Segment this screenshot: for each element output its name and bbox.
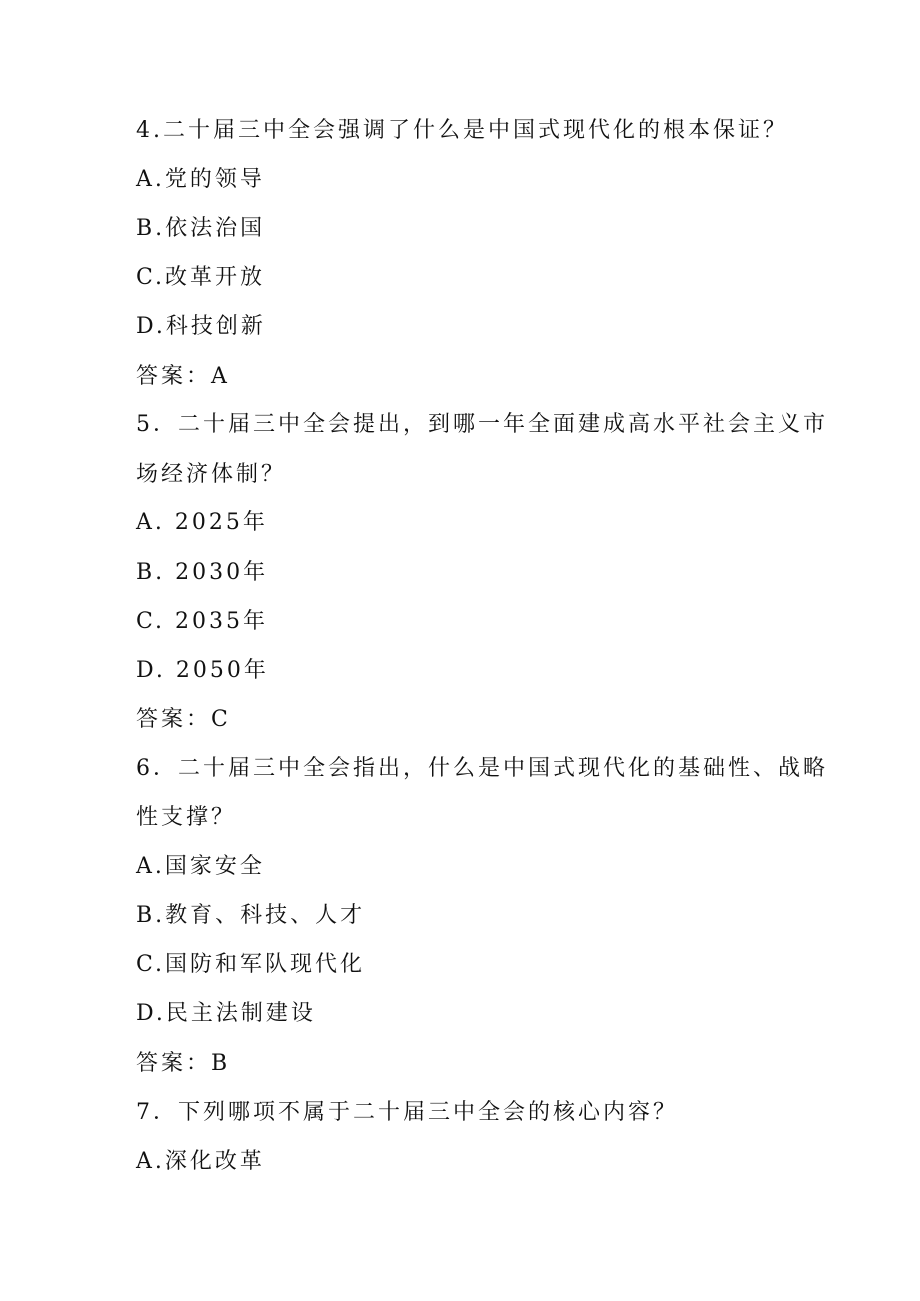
question-5-stem-line-2: 场经济体制？ bbox=[136, 462, 287, 487]
question-6-option-b: B.教育、科技、人才 bbox=[136, 903, 366, 928]
question-6-option-a: A.国家安全 bbox=[136, 854, 265, 879]
question-6-option-c: C.国防和军队现代化 bbox=[136, 952, 366, 977]
question-7-option-a: A.深化改革 bbox=[136, 1149, 265, 1174]
question-4-option-a: A.党的领导 bbox=[136, 167, 265, 192]
question-6-stem-line-1: 6．二十届三中全会指出，什么是中国式现代化的基础性、战略 bbox=[136, 756, 828, 781]
question-6-stem-line-2: 性支撑？ bbox=[136, 805, 237, 830]
question-5-stem-line-1: 5．二十届三中全会提出，到哪一年全面建成高水平社会主义市 bbox=[136, 412, 828, 437]
question-5-option-a: A. 2025年 bbox=[136, 510, 268, 535]
question-4-option-c: C.改革开放 bbox=[136, 265, 266, 290]
question-5-option-c: C. 2035年 bbox=[136, 609, 269, 634]
question-4-option-b: B.依法治国 bbox=[136, 216, 266, 241]
question-4-stem: 4.二十届三中全会强调了什么是中国式现代化的根本保证？ bbox=[136, 118, 788, 143]
question-6-answer: 答案：B bbox=[136, 1051, 231, 1076]
question-7-stem: 7．下列哪项不属于二十届三中全会的核心内容？ bbox=[136, 1100, 678, 1125]
question-5-answer: 答案：C bbox=[136, 707, 231, 732]
question-5-option-d: D. 2050年 bbox=[136, 658, 269, 683]
question-4-option-d: D.科技创新 bbox=[136, 314, 266, 339]
question-5-option-b: B. 2030年 bbox=[136, 560, 269, 585]
question-4-answer: 答案：A bbox=[136, 364, 230, 389]
question-6-option-d: D.民主法制建设 bbox=[136, 1001, 316, 1026]
